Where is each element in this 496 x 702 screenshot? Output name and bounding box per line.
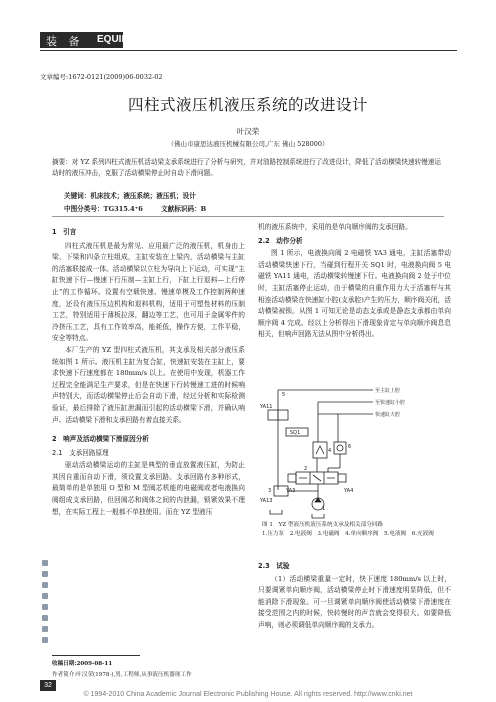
section-1-paragraph-1: 四柱式液压机是最为常见、应用最广泛的液压机，机身由上梁、下梁和四条立柱组成，主缸安装在上梁内，活动横梁与主缸的活塞联接成一体。活动横梁以立柱为导向上下运动，可实现“主缸快速下行—慢速下行压制—主缸上行，下缸上行退料—上行停止”的工作循环。设置有空载快速、慢速单模及工作控制两种速度，还设有液压压边机构和退料机构，适用于可塑性材料的压制工艺，特别适用于薄板拉深，翻边等工艺，也可用于金属零件的冷挤压工艺，具有工作效率高，能耗低，操作方便，工作平稳，安全等特点。 (52, 241, 245, 343)
footnote-received: 收稿日期:2009-08-11 (52, 661, 113, 667)
label-ya4: YA4 (344, 488, 354, 494)
label-n4: 4 (328, 448, 332, 454)
label-to-main-upper: 至主缸上腔 (375, 388, 401, 394)
check-sequence-valve-4 (313, 442, 327, 458)
figure-caption-legend: 1.压力泵 2.电液阀 3.电磁阀 4.单向顺序阀 5.电液阀 6.充液阀 (262, 531, 434, 537)
label-n5: 5 (282, 392, 286, 398)
label-n2: 2 (304, 466, 308, 472)
right-column-top (258, 222, 451, 341)
label-to-fast-small: 至快速缸小腔 (375, 400, 406, 406)
keywords: 关键词：机床技术；液压系统；液压机；设计 (64, 192, 196, 200)
solenoid-ya4-box (338, 474, 346, 482)
footnote-rule (52, 655, 140, 656)
section-2-2-heading: 2.2 动作分析 (258, 236, 303, 245)
section-1-heading: 1 引言 (52, 228, 77, 236)
label-ya13: YA13 (260, 498, 273, 504)
label-ya3: YA3 (286, 488, 296, 494)
solenoid-ya3-box (288, 474, 296, 482)
label-yall: YA11 (260, 404, 273, 410)
section-2-2-paragraph: 图 1 所示，电液换向阀 2 电磁铁 YA3 通电，主缸活塞带动活动横梁快速下行，当碰到行程开关 SQ1 时，电液换向阀 5 电磁铁 YA11 通电，活动横梁转慢速下行。电液换向阀 2 处于中位时，主缸活塞停止运动，由于横梁的自重作用力大于活塞杆与其相连活动横梁在快速缸小腔(支承腔)产生的压力，顺序阀关闭，活动横梁被锁。从图 1 可知无论是动态支承或是静态支承都由单向顺序阀 4 完成。经以上分析得出下滑现象肯定与单向顺序阀息息相关，但响声回路无法从图中分析得出。 (258, 249, 451, 339)
label-to-fast-large: 快速缸大腔 (375, 412, 401, 418)
section-2-3-paragraph: （1）活动横梁重量一定时，快下速度 180mm/s 以上时，只要调紧单向顺序阀，活动横梁停止时下滑速度明显降低，但不能消除下滑现象。可一旦调紧单向顺序阀使活动横梁下滑速度在接受范围之内的时候，快转慢时的声音就会变得很大。如要降低声响，则必须调低单向顺序阀的支承力。 (258, 574, 451, 629)
copyright-notice: © 1994-2010 China Academic Journal Electronic Publishing House. All rights reserved. http://www.cnki.net (83, 691, 413, 698)
section-2-3-heading: 2.3 试验 (258, 562, 290, 570)
article-number: 文章编号:1672-0121(2009)06-0032-02 (40, 73, 163, 81)
figure-caption-title: 图 1 YZ 型液压机液压系统支承及相关部分回路 (262, 522, 383, 528)
section-header-en: EQUIPMENT (97, 34, 157, 45)
section-2-1-heading: 2.1 支承回路原理 (52, 448, 109, 457)
continued-paragraph: 机的液压系统中，采用的是单向顺序阀的支承回路。 (258, 223, 412, 231)
page-number: 32 (40, 680, 56, 691)
classification-line (64, 203, 222, 213)
author: 叶汉荣 (236, 127, 260, 136)
label-sq1: SQ1 (290, 430, 301, 436)
label-n6: 6 (348, 444, 352, 450)
right-column-bottom (258, 559, 451, 632)
classification-code: 中图分类号：TG315.4⁺6 (64, 205, 143, 213)
document-code: 文献标识码：B (161, 205, 207, 213)
hydraulic-circuit-diagram (258, 380, 451, 520)
label-n3: 3 (268, 488, 272, 494)
label-n1: 1 (322, 506, 326, 512)
footnote-author-bio: 作者简介:叶汉荣(1978-),男,工程师,从事液压机器现工作 (52, 672, 192, 678)
affiliation: （佛山市康思达液压机械有限公司,广东 佛山 528000） (167, 140, 329, 148)
page-title: 四柱式液压机液压系统的改进设计 (127, 96, 368, 114)
section-header-zh: 装 备 (46, 35, 84, 48)
abstract-rule (52, 216, 444, 217)
figure-caption (262, 521, 448, 539)
abstract: 摘要：对 YZ 系列四柱式液压机活动梁支承系统进行了分析与研究，并对油路控制系统进行了改进设计，降低了活动横梁快速转慢速运动时的液压冲击，克服了活动横梁停止时自动下滑问题。 (52, 158, 441, 177)
fill-valve-6 (334, 442, 346, 454)
section-1-paragraph-2: 本厂生产的 YZ 型四柱式液压机，其支承及相关部分液压系统如图 1 所示。液压机主缸为复合缸，快速缸安装在主缸上，要求快速下行速度都在 180mm/s 以上。在使用中发现，机器工作过程完全能满足生产要求，但是在快速下行转慢速工进的时候响声特别大，而活动横梁停止后会自动下滑，经过分析和实际检测验证，最后排除了液压缸泄漏而引起的活动横梁下滑，并确认响声、活动横梁下滑和支承回路有着直接关系。 (52, 345, 245, 424)
header-rule (40, 50, 457, 51)
section-2-heading: 2 响声及活动横梁下滑原因分析 (52, 435, 149, 444)
section-2-1-paragraph: 驱动活动横梁运动的主缸是典型的垂直放置液压缸，为防止其因自重而自动下滑，须设置支承回路。支承回路有多种形式，最简单的是单独用 O 型和 M 型阀芯机能的电磁阀或者电液换向阀组成支承回路，但回阀芯和阀体之间的内泄漏，锁紧效果不理想，在实际工程上一般都不单独使用。而在 YZ 型液压 (52, 461, 245, 516)
left-column (52, 222, 245, 518)
side-watermark (42, 560, 50, 660)
